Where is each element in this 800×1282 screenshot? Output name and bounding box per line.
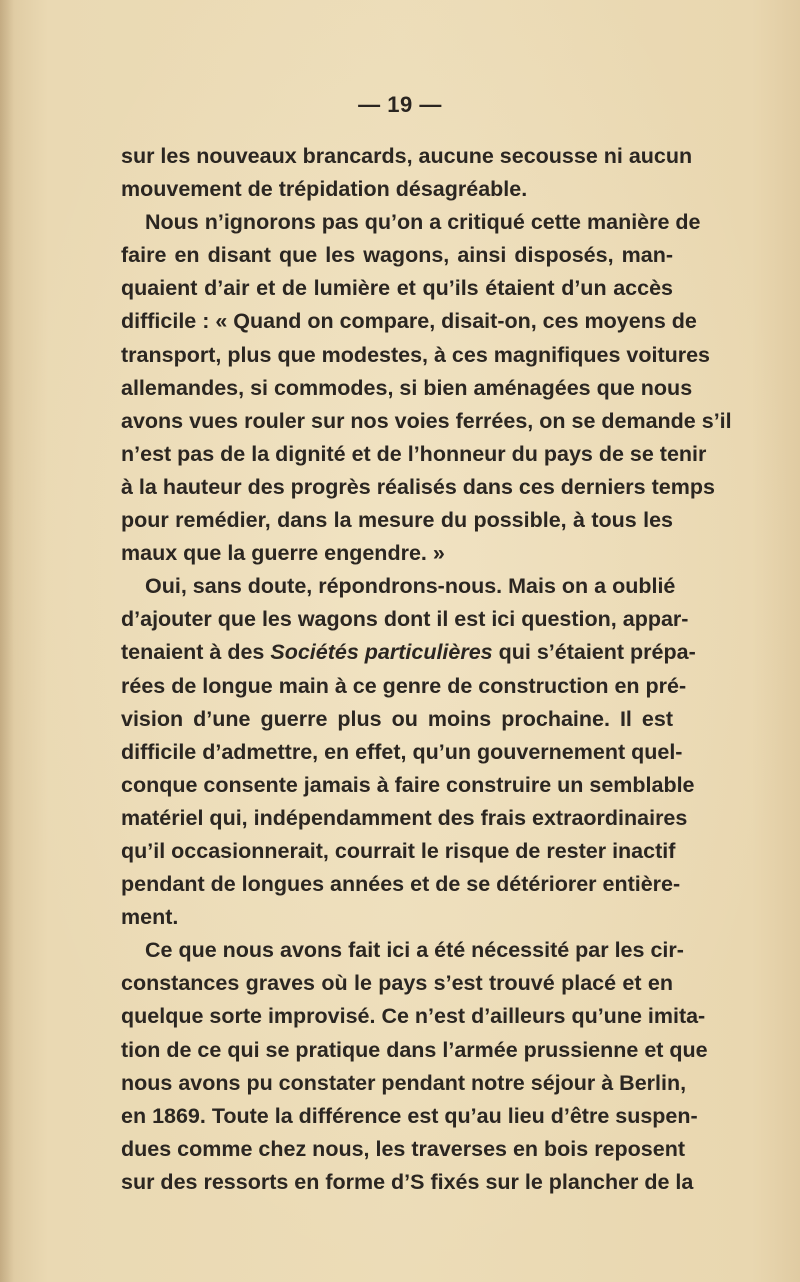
text-line: quaient d’air et de lumière et qu’ils étaient d’un accès <box>121 276 673 301</box>
text-line: sur des ressorts en forme d’S fixés sur le plancher de la <box>121 1169 694 1194</box>
text-line: pour remédier, dans la mesure du possible, à tous les <box>121 508 673 533</box>
text-line: faire en disant que les wagons, ainsi disposés, man- <box>121 243 673 268</box>
text-segment: tenaient à des <box>121 640 271 665</box>
text-line: tion de ce qui se pratique dans l’armée prussienne et que <box>121 1037 708 1062</box>
text-line: qu’il occasionnerait, courrait le risque de rester inactif <box>121 838 676 863</box>
text-line: rées de longue main à ce genre de construction en pré- <box>121 673 687 698</box>
text-line: allemandes, si commodes, si bien aménagées que nous <box>121 375 693 400</box>
text-line: nous avons pu constater pendant notre séjour à Berlin, <box>121 1070 687 1095</box>
emphasized-text: Sociétés particulières <box>270 640 493 665</box>
text-line: dues comme chez nous, les traverses en bois reposent <box>121 1136 685 1161</box>
text-line: vision d’une guerre plus ou moins prochaine. Il est <box>121 706 673 731</box>
text-line: ment. <box>121 905 179 930</box>
text-segment: qui s’étaient prépa- <box>492 640 696 665</box>
text-line: Oui, sans doute, répondrons-nous. Mais on a oublié <box>145 574 676 599</box>
text-line: transport, plus que modestes, à ces magnifiques voitures <box>121 342 711 367</box>
text-line: constances graves où le pays s’est trouvé placé et en <box>121 971 673 996</box>
text-line: difficile : « Quand on compare, disait-on, ces moyens de <box>121 309 697 334</box>
text-line: pendant de longues années et de se détériorer entière- <box>121 872 681 897</box>
text-line: matériel qui, indépendamment des frais extraordinaires <box>121 805 688 830</box>
text-line: en 1869. Toute la différence est qu’au lieu d’être suspen- <box>121 1103 698 1128</box>
text-line: maux que la guerre engendre. » <box>121 541 445 566</box>
text-line: mouvement de trépidation désagréable. <box>121 177 528 202</box>
text-line: Ce que nous avons fait ici a été nécessité par les cir- <box>145 938 684 963</box>
page-gutter-shadow <box>0 0 14 1282</box>
text-line: difficile d’admettre, en effet, qu’un gouvernement quel- <box>121 739 683 764</box>
text-line <box>121 636 696 669</box>
text-line: sur les nouveaux brancards, aucune secousse ni aucun <box>121 144 693 168</box>
page-number: — 19 — <box>358 92 442 117</box>
text-line: conque consente jamais à faire construire un semblable <box>121 772 695 797</box>
text-line: n’est pas de la dignité et de l’honneur du pays de se tenir <box>121 441 707 466</box>
body-text <box>121 140 732 1199</box>
text-line: avons vues rouler sur nos voies ferrées, on se demande s’il <box>121 408 732 433</box>
text-line: à la hauteur des progrès réalisés dans ces derniers temps <box>121 474 715 499</box>
text-line: Nous n’ignorons pas qu’on a critiqué cette manière de <box>145 210 701 235</box>
text-line: quelque sorte improvisé. Ce n’est d’ailleurs qu’une imita- <box>121 1004 706 1029</box>
text-line: d’ajouter que les wagons dont il est ici question, appar- <box>121 607 689 632</box>
